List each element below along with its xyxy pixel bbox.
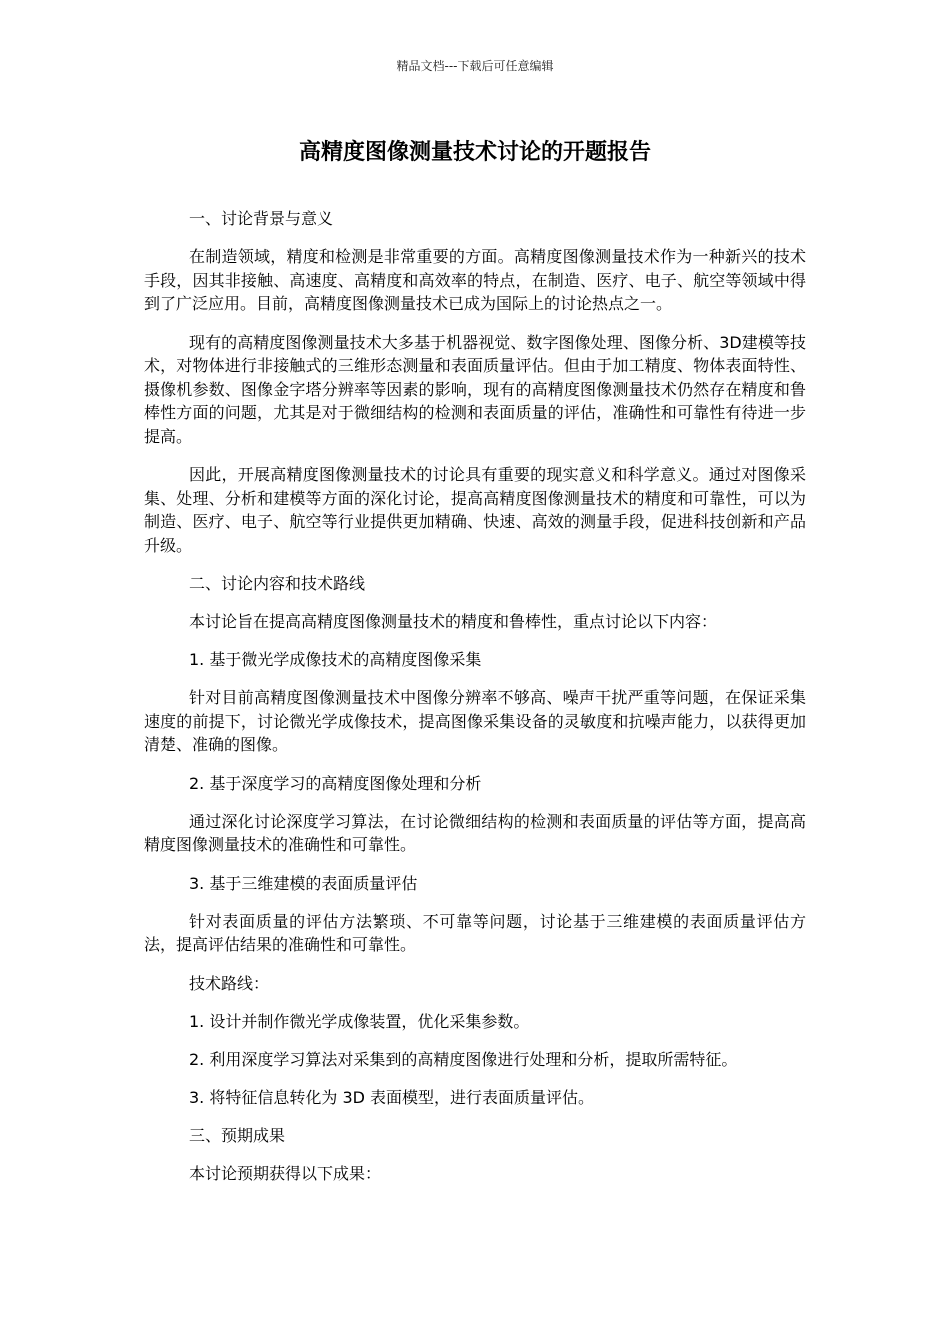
route-step-3: 3. 将特征信息转化为 3D 表面模型，进行表面质量评估。 <box>189 1087 595 1107</box>
item-heading-1: 1. 基于微光学成像技术的高精度图像采集 <box>189 650 482 669</box>
item-heading-3: 3. 基于三维建模的表面质量评估 <box>189 873 418 893</box>
paragraph-item-3: 针对表面质量的评估方法繁琐、不可靠等问题，讨论基于三维建模的表面质量评估方法，提高评估结果的准确性和可靠性。 <box>144 911 806 954</box>
route-step-2: 2. 利用深度学习算法对采集到的高精度图像进行处理和分析，提取所需特征。 <box>189 1049 738 1069</box>
route-step-1: 1. 设计并制作微光学成像装置，优化采集参数。 <box>189 1011 530 1031</box>
paragraph-content-intro: 本讨论旨在提高高精度图像测量技术的精度和鲁棒性，重点讨论以下内容： <box>189 612 718 631</box>
section-heading-content: 二、讨论内容和技术路线 <box>189 574 366 593</box>
paragraph-item-2: 通过深化讨论深度学习算法，在讨论微细结构的检测和表面质量的评估等方面，提高高精度图像测量技术的准确性和可靠性。 <box>144 811 806 854</box>
paragraph-background-3: 因此，开展高精度图像测量技术的讨论具有重要的现实意义和科学意义。通过对图像采集、处理、分析和建模等方面的深化讨论，提高高精度图像测量技术的精度和可靠性，可以为制造、医疗、电子、航空等行业提供更加精确、快速、高效的测量手段，促进科技创新和产品升级。 <box>144 465 806 555</box>
header-note: 精品文档---下载后可任意编辑 <box>396 59 554 73</box>
item-heading-2: 2. 基于深度学习的高精度图像处理和分析 <box>189 773 482 793</box>
paragraph-results-intro: 本讨论预期获得以下成果： <box>189 1163 382 1183</box>
document-title: 高精度图像测量技术讨论的开题报告 <box>298 140 651 165</box>
section-heading-results: 三、预期成果 <box>189 1125 286 1145</box>
technical-route-label: 技术路线： <box>189 973 270 993</box>
document-body <box>144 207 806 1200</box>
paragraph-background-2: 现有的高精度图像测量技术大多基于机器视觉、数字图像处理、图像分析、3D建模等技术，对物体进行非接触式的三维形态测量和表面质量评估。但由于加工精度、物体表面特性、摄像机参数、图像金字塔分辨率等因素的影响，现有的高精度图像测量技术仍然存在精度和鲁棒性方面的问题，尤其是对于微细结构的检测和表面质量的评估，准确性和可靠性有待进一步提高。 <box>144 332 806 446</box>
paragraph-background-1: 在制造领域，精度和检测是非常重要的方面。高精度图像测量技术作为一种新兴的技术手段，因其非接触、高速度、高精度和高效率的特点，在制造、医疗、电子、航空等领域中得到了广泛应用。目前，高精度图像测量技术已成为国际上的讨论热点之一。 <box>144 247 806 313</box>
paragraph-item-1: 针对目前高精度图像测量技术中图像分辨率不够高、噪声干扰严重等问题，在保证采集速度的前提下，讨论微光学成像技术，提高图像采集设备的灵敏度和抗噪声能力，以获得更加清楚、准确的图像。 <box>144 688 806 754</box>
section-heading-background: 一、讨论背景与意义 <box>189 209 334 228</box>
